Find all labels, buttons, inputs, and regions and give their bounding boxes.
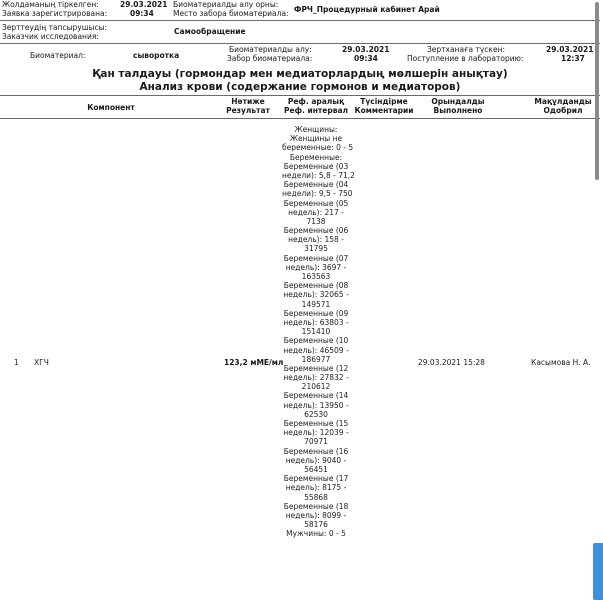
reference-interval-line: 70971: [304, 437, 328, 447]
reference-interval-line: недель): 8099 -: [285, 510, 347, 520]
bio-taken-label-kz: Биоматериалды алу:: [229, 45, 312, 54]
reference-interval-line: недель): 8175 -: [285, 483, 347, 493]
column-header-done-kz: Орындалды: [431, 97, 485, 106]
biomaterial-value: сыворотка: [133, 51, 180, 60]
reference-interval-line: 210612: [301, 382, 331, 392]
lab-received-label-ru: Поступление в лабораторию:: [407, 54, 524, 63]
reference-interval-line: недель): 46509 -: [283, 345, 349, 355]
reference-interval-line: недель): 3697 -: [285, 262, 347, 272]
reference-interval-line: Беременные (15: [283, 419, 349, 428]
row-result: 123,2 мМЕ/мл: [224, 358, 284, 367]
reference-interval-line: недели): 5,8 - 71,2: [282, 170, 355, 180]
customer-value: Самообращение: [174, 27, 246, 36]
column-header-comment-kz: Түсіндірме: [360, 97, 408, 106]
reference-interval-line: Беременные (04: [283, 180, 349, 190]
reference-interval-line: Беременные (10: [283, 336, 349, 346]
bio-taken-time: 09:34: [354, 54, 378, 63]
reference-interval-line: 58176: [304, 520, 328, 530]
reference-interval-line: недель): 217 -: [288, 207, 344, 217]
reference-interval-line: Беременные (17: [283, 474, 349, 484]
reference-interval-line: Беременные (07: [283, 253, 349, 263]
reference-interval-line: 163563: [301, 272, 331, 281]
reference-interval-line: 151410: [301, 327, 331, 337]
lab-received-date: 29.03.2021: [546, 45, 594, 54]
reference-interval-line: Беременные (03: [283, 161, 349, 171]
reference-interval-line: Женщины:: [294, 125, 338, 134]
bio-taken-date: 29.03.2021: [342, 45, 390, 54]
divider: [0, 20, 600, 21]
reference-interval-line: Беременные (06: [283, 226, 349, 236]
row-approved: Касымова Н. А.: [531, 358, 591, 367]
biomaterial-label: Биоматериал:: [30, 51, 86, 60]
reference-interval-line: Беременные (09: [283, 308, 349, 318]
reference-interval-line: недель): 63803 -: [283, 317, 349, 327]
column-header-ref-ru: Реф. интервал: [283, 106, 349, 115]
report-title-ru: Анализ крови (содержание гормонов и медиаторов): [139, 81, 461, 93]
bio-taken-label-ru: Забор биоматериала:: [227, 54, 313, 63]
reference-interval-line: Беременные (16: [283, 446, 349, 456]
reference-interval-line: беременные: 0 - 5: [282, 143, 354, 153]
reference-interval-line: недель): 9040 -: [285, 455, 347, 465]
reference-interval-line: недель): 158 -: [288, 235, 344, 245]
divider: [0, 43, 600, 44]
reference-interval-line: Беременные (05: [283, 198, 349, 208]
reference-interval-line: 186977: [301, 354, 331, 364]
reference-interval-line: 55868: [304, 492, 328, 502]
column-header-result-kz: Нәтиже: [231, 97, 265, 106]
reference-interval-line: Беременные (12: [283, 363, 349, 373]
registered-date: 29.03.2021: [120, 0, 168, 9]
reference-interval-line: Женщины не: [289, 134, 343, 144]
reference-interval-line: 7138: [306, 216, 326, 226]
customer-label-ru: Заказчик исследования:: [2, 32, 99, 41]
reference-interval-line: недель): 13950 -: [283, 400, 349, 410]
column-header-approved-ru: Одобрил: [543, 106, 583, 115]
column-header-done-ru: Выполнено: [433, 106, 483, 115]
row-index: 1: [14, 358, 19, 367]
collection-place-label-ru: Место забора биоматериала:: [173, 9, 289, 18]
reference-interval-line: Беременные (18: [283, 501, 349, 511]
collection-place-label-kz: Биоматериалды алу орны:: [173, 0, 279, 9]
registered-label-kz: Жолдаманың тіркелген:: [2, 0, 99, 9]
column-header-component: Компонент: [87, 103, 135, 112]
customer-label-kz: Зерттеудің тапсырушысы:: [2, 23, 108, 32]
column-header-ref-kz: Реф. аралық: [287, 97, 345, 106]
vertical-scrollbar[interactable]: [595, 2, 599, 180]
registered-label-ru: Заявка зарегистрирована:: [2, 9, 108, 18]
column-header-comment-ru: Комментарии: [354, 106, 414, 115]
report-title-kz: Қан талдауы (гормондар мен медиаторлардың мөлшерін анықтау): [92, 68, 508, 80]
side-panel-tab[interactable]: [593, 543, 603, 600]
registered-time: 09:34: [130, 9, 154, 18]
divider: [0, 118, 600, 119]
column-header-result-ru: Результат: [226, 106, 270, 115]
reference-interval-line: 149571: [301, 299, 331, 309]
reference-interval-line: 56451: [304, 464, 328, 474]
reference-interval-line: Беременные (14: [283, 391, 349, 401]
reference-interval-line: недель): 12039 -: [283, 428, 349, 438]
reference-interval-list: [282, 125, 355, 539]
reference-interval-line: недель): 27832 -: [283, 373, 349, 383]
reference-interval-line: недели): 9,5 - 750: [282, 189, 353, 199]
reference-interval-line: 62530: [304, 409, 328, 419]
reference-interval-line: Беременные:: [289, 152, 343, 162]
lab-received-label-kz: Зертханаға түскен:: [427, 45, 505, 54]
column-header-approved-kz: Мақұлданды: [534, 97, 592, 106]
reference-interval-line: 31795: [304, 244, 328, 254]
reference-interval-line: Мужчины: 0 - 5: [286, 529, 346, 539]
row-component: ХГЧ: [34, 358, 49, 367]
lab-received-time: 12:37: [561, 54, 585, 63]
divider: [0, 95, 600, 96]
reference-interval-line: Беременные (08: [283, 281, 349, 291]
reference-interval-line: недель): 32065 -: [283, 290, 349, 300]
row-done: 29.03.2021 15:28: [418, 358, 485, 367]
collection-place-value: ФРЧ_Процедурный кабинет Арай: [294, 5, 440, 14]
